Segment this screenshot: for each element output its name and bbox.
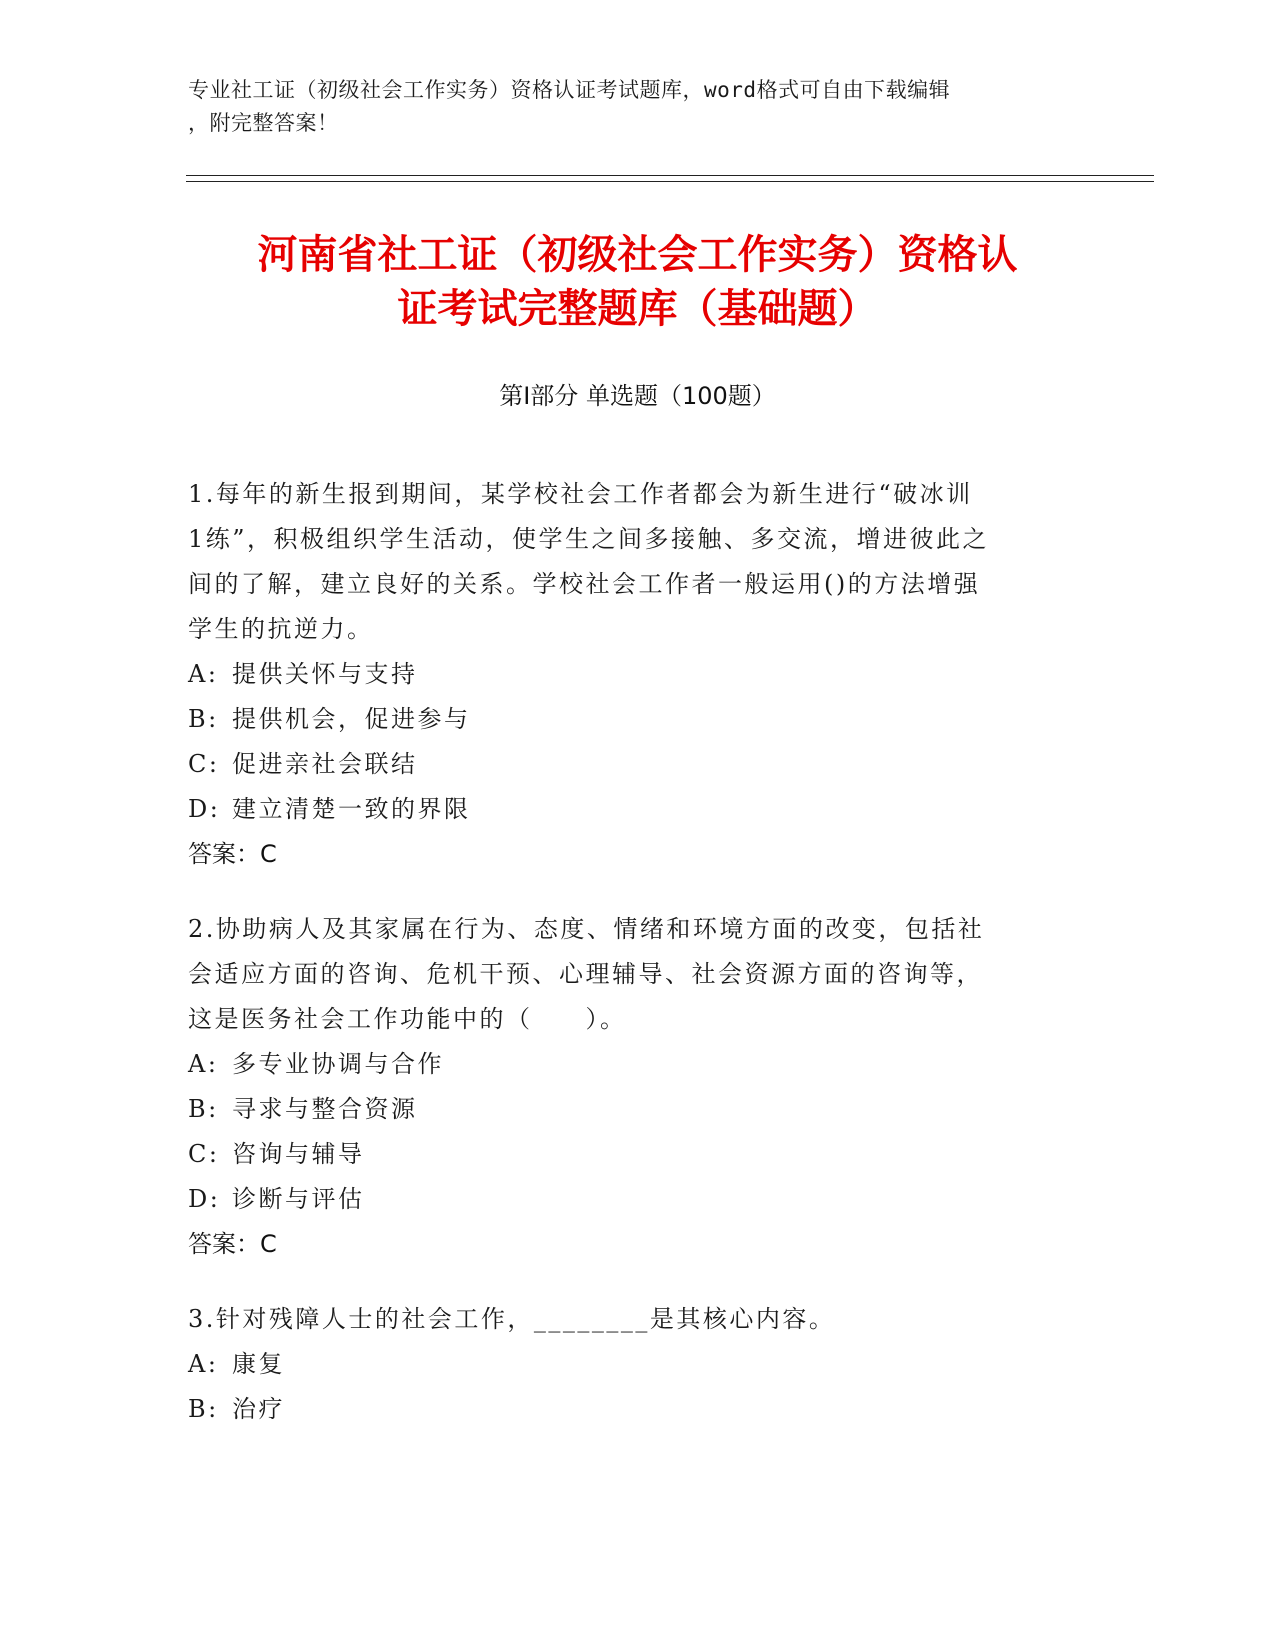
header-note-line-1: 专业社工证（初级社会工作实务）资格认证考试题库，word格式可自由下载编辑 [188,78,951,102]
header-note [188,74,1088,140]
header-divider-bottom [186,181,1154,182]
question-2 [188,907,1088,1267]
option-d [188,787,1088,832]
option-a [188,652,1088,697]
option-letter: D: [188,795,221,823]
option-letter: A: [188,660,219,688]
option-b [188,1087,1088,1132]
document-title-line-1: 河南省社工证（初级社会工作实务）资格认 [257,232,1018,278]
question-stem-line: 1.每年的新生报到期间，某学校社会工作者都会为新生进行“破冰训 [188,480,973,508]
option-text: 建立清楚一致的界限 [232,795,471,823]
option-letter: A: [188,1050,219,1078]
question-3 [188,1297,1088,1432]
option-text: 诊断与评估 [232,1185,365,1213]
option-letter: B: [188,1095,219,1123]
option-a [188,1342,1088,1387]
question-stem-line: 间的了解，建立良好的关系。学校社会工作者一般运用()的方法增强 [188,570,981,598]
option-text: 寻求与整合资源 [232,1095,418,1123]
answer-key: 答案：C [188,840,277,868]
option-b [188,1387,1088,1432]
option-text: 治疗 [232,1395,285,1423]
option-text: 提供关怀与支持 [232,660,418,688]
option-letter: B: [188,705,219,733]
option-letter: A: [188,1350,219,1378]
question-1 [188,472,1088,877]
header-divider-top [186,175,1154,176]
option-letter: B: [188,1395,219,1423]
answer-key: 答案：C [188,1230,277,1258]
option-letter: D: [188,1185,221,1213]
header-note-line-2: ，附完整答案！ [188,111,339,135]
question-stem-line: 这是医务社会工作功能中的（ ）。 [188,1005,627,1033]
question-stem-line: 学生的抗逆力。 [188,615,374,643]
question-stem-line: 1练”，积极组织学生活动，使学生之间多接触、多交流，增进彼此之 [188,525,990,553]
question-list [188,472,1088,1462]
option-text: 提供机会，促进参与 [232,705,471,733]
option-d [188,1177,1088,1222]
option-text: 康复 [232,1350,285,1378]
question-stem-line: 3.针对残障人士的社会工作，________是其核心内容。 [188,1305,836,1333]
option-b [188,697,1088,742]
section-heading: 第Ⅰ部分 单选题（100题） [499,382,776,410]
option-text: 多专业协调与合作 [232,1050,444,1078]
option-letter: C: [188,1140,220,1168]
question-stem-line: 2.协助病人及其家属在行为、态度、情绪和环境方面的改变，包括社 [188,915,985,943]
option-a [188,1042,1088,1087]
option-c [188,742,1088,787]
option-text: 咨询与辅导 [232,1140,365,1168]
option-c [188,1132,1088,1177]
document-title [180,228,1095,336]
option-letter: C: [188,750,220,778]
question-stem-line: 会适应方面的咨询、危机干预、心理辅导、社会资源方面的咨询等， [188,960,983,988]
option-text: 促进亲社会联结 [232,750,418,778]
document-title-line-2: 证考试完整题库（基础题） [397,286,878,332]
